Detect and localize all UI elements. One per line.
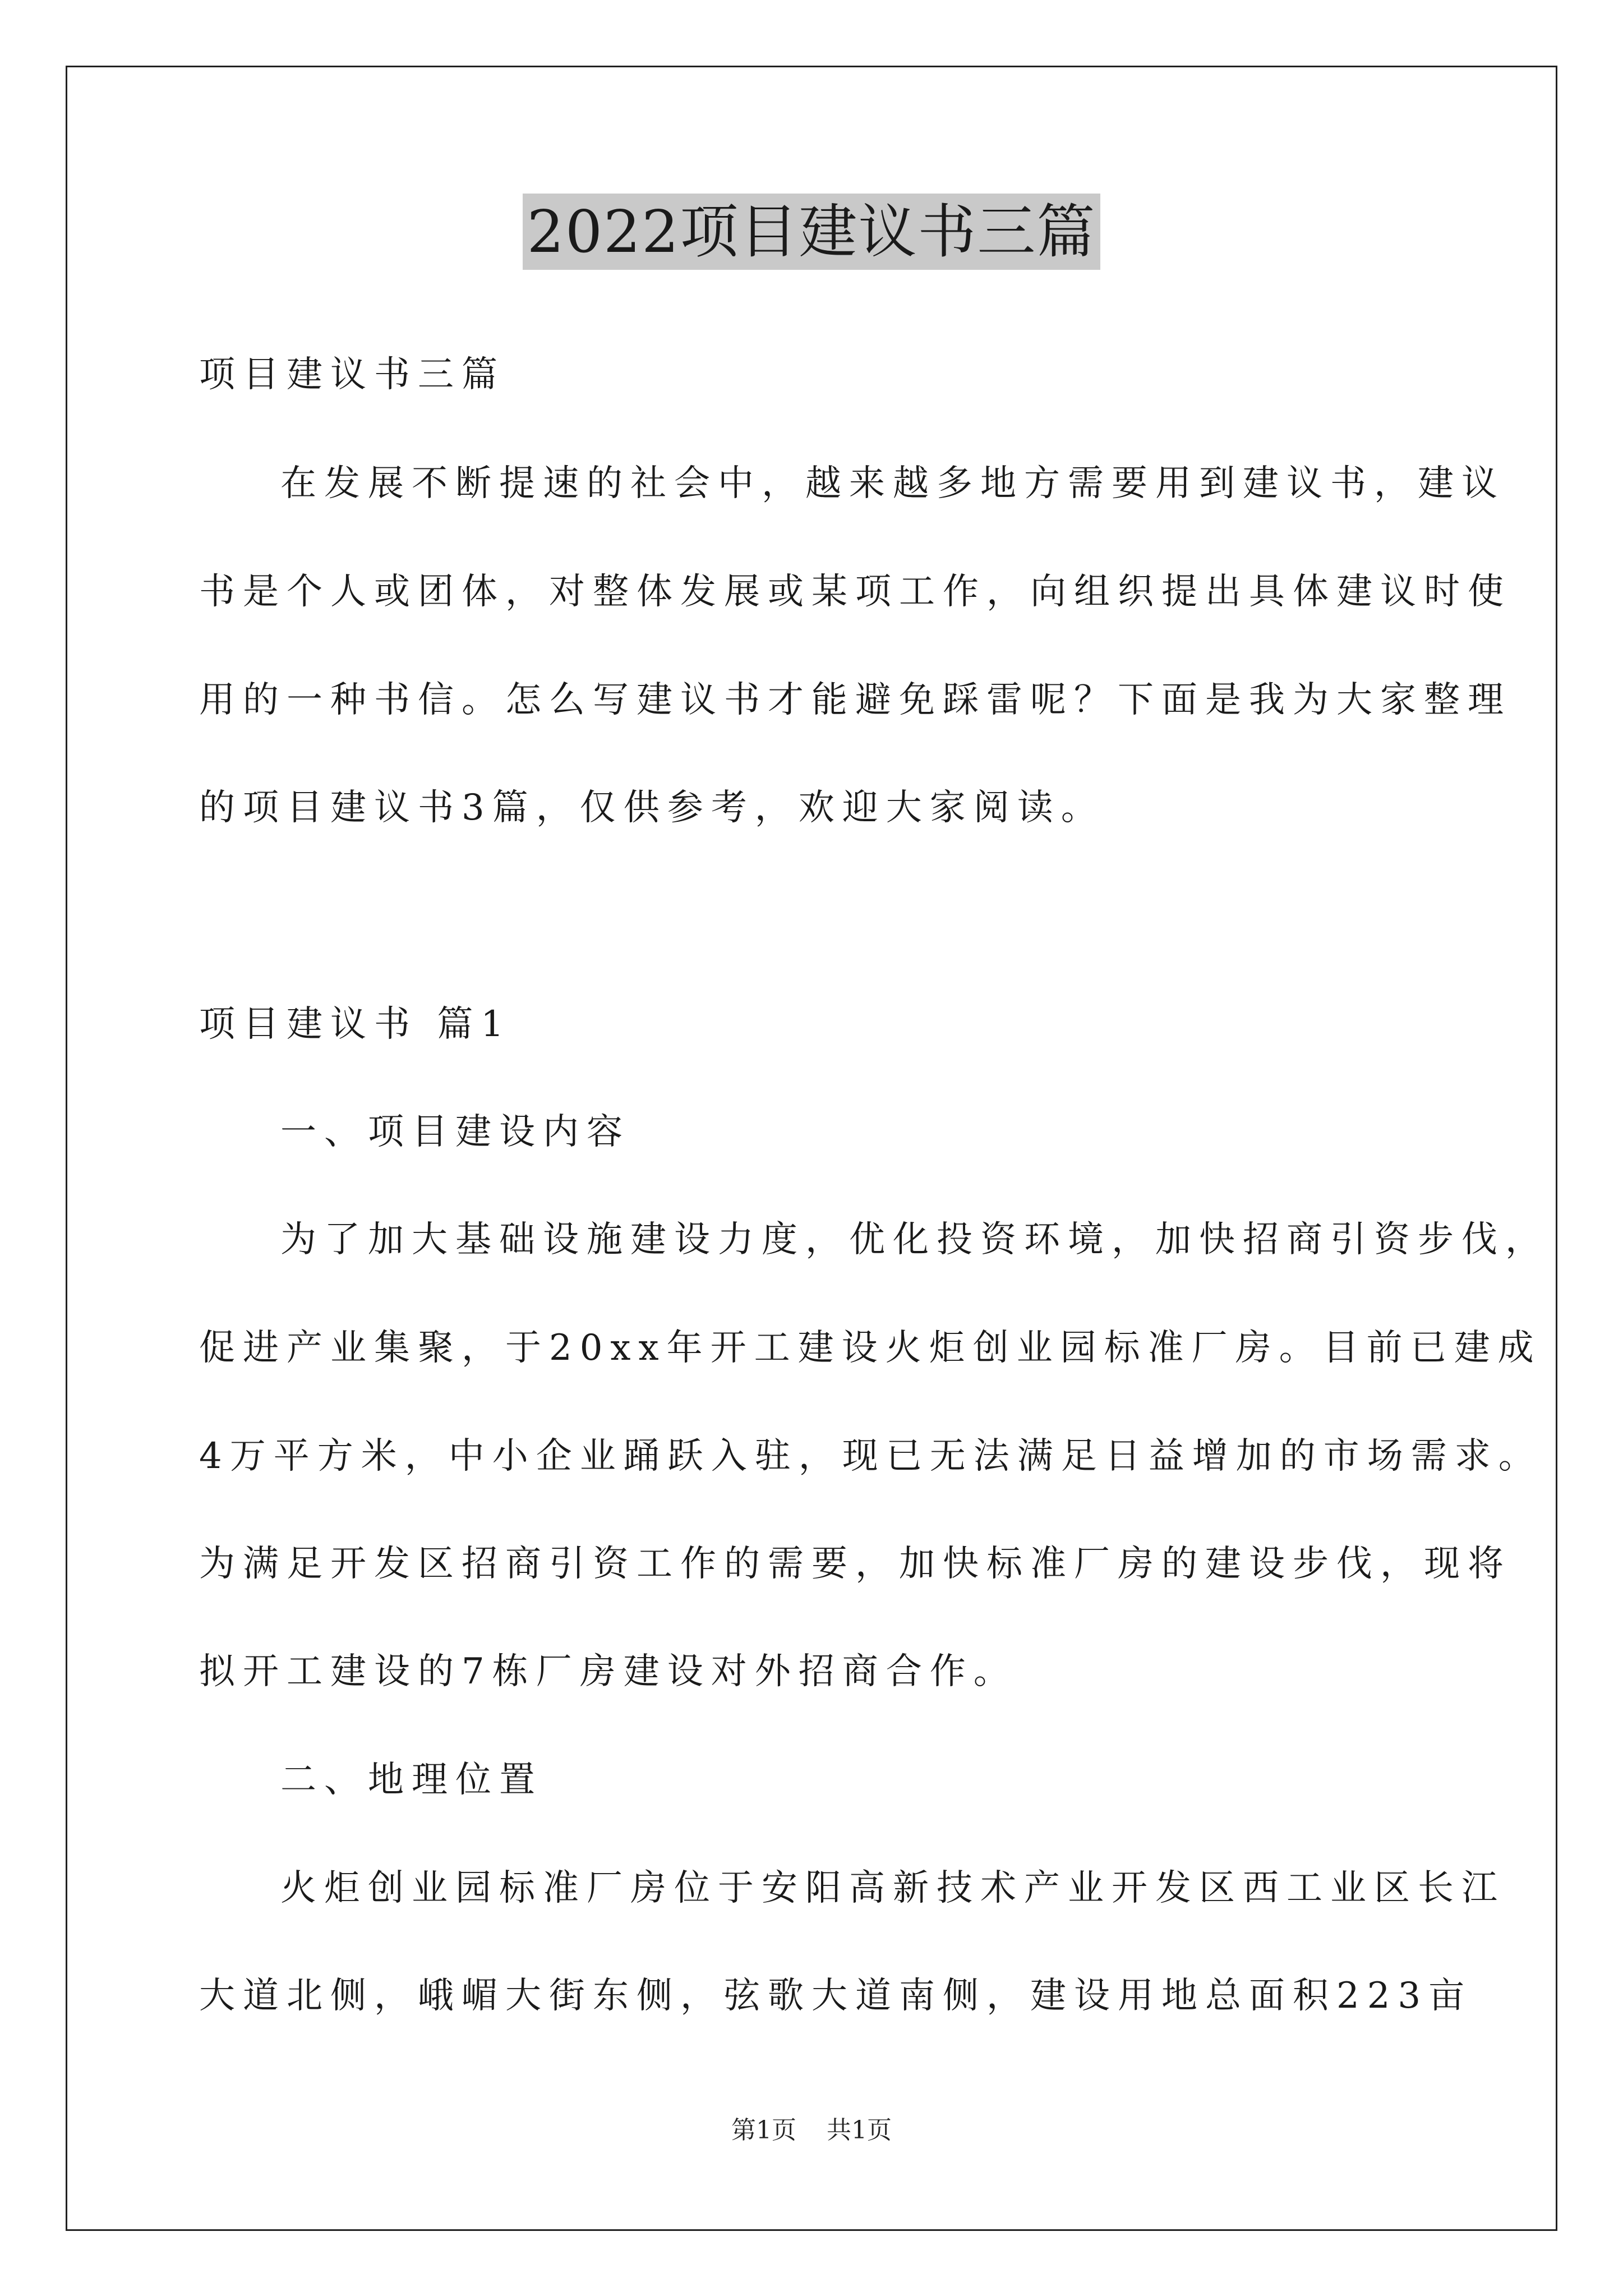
part1-line-4: 为满足开发区招商引资工作的需要，加快标准厂房的建设步伐，现将 [199, 1543, 1511, 1585]
part1-line-2: 促进产业集聚，于20xx年开工建设火炬创业园标准厂房。目前已建成 [199, 1327, 1542, 1369]
intro-line-4: 的项目建议书3篇，仅供参考，欢迎大家阅读。 [199, 787, 1105, 829]
section-heading: 项目建议书 篇1 [199, 1004, 512, 1045]
part1-line-3: 4万平方米，中小企业踊跃入驻，现已无法满足日益增加的市场需求。 [199, 1435, 1542, 1477]
document-subtitle: 项目建议书三篇 [199, 354, 505, 395]
part2-heading: 二、地理位置 [280, 1759, 543, 1801]
page-number: 第1页 [731, 2116, 796, 2145]
part1-heading: 一、项目建设内容 [280, 1111, 630, 1153]
part1-line-1: 为了加大基础设施建设力度，优化投资环境，加快招商引资步伐， [280, 1219, 1549, 1260]
intro-line-3: 用的一种书信。怎么写建议书才能避免踩雷呢？下面是我为大家整理 [199, 679, 1511, 721]
part2-line-1: 火炬创业园标准厂房位于安阳高新技术产业开发区西工业区长江 [280, 1867, 1505, 1909]
document-title: 2022项目建议书三篇 [523, 194, 1101, 270]
part2-line-2: 大道北侧，峨嵋大街东侧，弦歌大道南侧，建设用地总面积223亩 [199, 1975, 1473, 2017]
title-container [0, 194, 1623, 270]
page-total: 共1页 [827, 2116, 892, 2145]
page-footer [0, 2115, 1623, 2146]
intro-line-1: 在发展不断提速的社会中，越来越多地方需要用到建议书，建议 [280, 463, 1505, 504]
intro-line-2: 书是个人或团体，对整体发展或某项工作，向组织提出具体建议时使 [199, 571, 1511, 613]
part1-line-5: 拟开工建设的7栋厂房建设对外招商合作。 [199, 1651, 1017, 1692]
